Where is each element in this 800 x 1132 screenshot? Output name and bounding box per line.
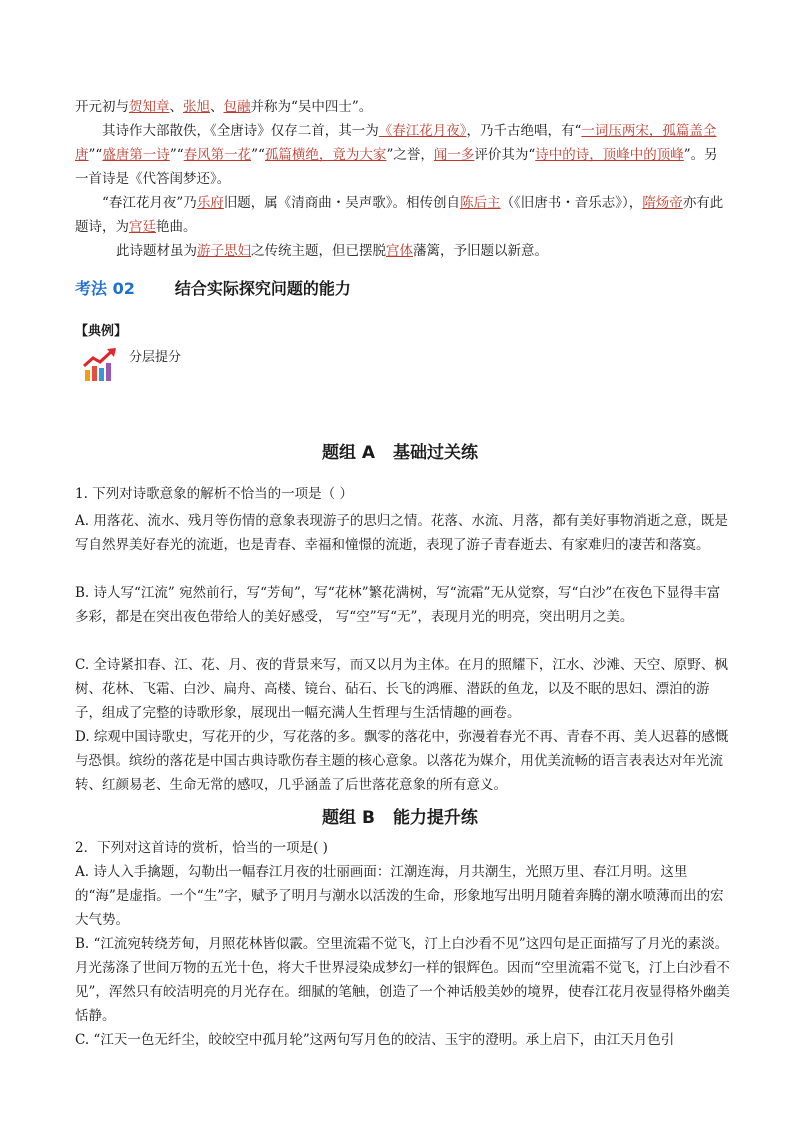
group-b-title bbox=[0, 803, 800, 828]
question-1-option-d[interactable]: D. 综观中国诗歌史，写花开的少，写花落的多。飘零的落花中，弥漫着春光不再、青春不再、美人迟暮的感慨与恐惧。缤纷的落花是中国古典诗歌伤春主题的核心意象。以落花为媒介，用优美流畅的语言表表达对年光流转、红颜易老、生命无常的感叹，几乎涵盖了后世落花意象的所有意义。 bbox=[75, 729, 729, 793]
group-b-label: 题组 B bbox=[322, 808, 375, 828]
text: ，乃千古绝唱，有“ bbox=[466, 123, 582, 139]
link-praise-5[interactable]: 诗中的诗，顶峰中的顶峰 bbox=[535, 147, 684, 163]
group-a-name: 基础过关练 bbox=[393, 443, 479, 463]
intro-paragraph-2 bbox=[75, 119, 730, 191]
group-a-label: 题组 A bbox=[321, 443, 376, 463]
text: 艳曲。 bbox=[156, 219, 197, 235]
link-praise-1[interactable]: 一词压两宋，孤篇盖全唐 bbox=[75, 123, 717, 163]
example-label: 【典例】 bbox=[75, 324, 128, 339]
text: 其诗作大部散佚，《全唐诗》仅存二首，其一为 bbox=[102, 123, 379, 139]
group-a-title bbox=[0, 438, 800, 463]
link-praise-3[interactable]: 春风第一花 bbox=[183, 147, 252, 163]
question-2-option-c[interactable]: C. “江天一色无纤尘，皎皎空中孤月轮”这两句写月色的皎洁、玉宇的澄明。承上启下，由江天月色引 bbox=[75, 1032, 675, 1048]
section-title: 结合实际探究问题的能力 bbox=[174, 279, 351, 298]
link-he-zhizhang[interactable]: 贺知章 bbox=[129, 99, 170, 115]
link-yuefu[interactable]: 乐府 bbox=[196, 195, 224, 211]
text: 藩篱，予旧题以新意。 bbox=[413, 243, 548, 259]
text: 开元初与 bbox=[75, 99, 129, 115]
question-2-option-a[interactable]: A. 诗人入手擒题，勾勒出一幅春江月夜的壮丽画面：江潮连海，月共潮生，光照万里、春江月明。这里的“海”是虚指。一个“生”字，赋予了明月与潮水以活泼的生命，形象地写出明月随着奔腾的潮水喷薄而出的宏大气势。 bbox=[75, 864, 724, 928]
link-gongti[interactable]: 宫体 bbox=[386, 243, 413, 259]
rising-chart-icon bbox=[82, 348, 118, 382]
text: ”。另一首诗是《代答闺梦还》。 bbox=[75, 147, 718, 187]
link-youzi-sifu[interactable]: 游子思妇 bbox=[197, 243, 251, 259]
intro-line-1 bbox=[75, 95, 730, 119]
group-b-name: 能力提升练 bbox=[392, 808, 478, 828]
text: 评价其为“ bbox=[474, 147, 536, 163]
text: 之传统主题，但已摆脱 bbox=[251, 243, 386, 259]
intro-paragraph-3 bbox=[75, 191, 730, 239]
text: 旧题，属《清商曲・吴声歌》。相传创自 bbox=[223, 195, 461, 211]
text: 并称为“吴中四士”。 bbox=[250, 99, 373, 115]
link-praise-2[interactable]: 盛唐第一诗 bbox=[102, 147, 170, 163]
text: （《旧唐书・音乐志》）， bbox=[500, 195, 643, 211]
section-heading bbox=[75, 276, 351, 299]
question-1-option-c[interactable]: C. 全诗紧扣春、江、花、月、夜的背景来写，而又以月为主体。在月的照耀下，江水、沙滩、天空、原野、枫树、花林、飞霜、白沙、扁舟、高楼、镜台、砧石、长飞的鸿雁、潜跃的鱼龙，以及不眠的思妇、漂泊的游子，组成了完整的诗歌形象，展现出一幅充满人生哲理与生活情趣的画卷。 bbox=[75, 657, 728, 721]
section-number: 考法 02 bbox=[75, 279, 135, 298]
layered-improvement-label: 分层提分 bbox=[129, 350, 182, 365]
link-chen-houzhu[interactable]: 陈后主 bbox=[460, 195, 501, 211]
text: 、 bbox=[210, 99, 224, 115]
link-gongting[interactable]: 宫廷 bbox=[129, 219, 156, 235]
text: 此诗题材虽为 bbox=[116, 243, 197, 259]
text: ”“ bbox=[251, 147, 265, 163]
question-2-option-b[interactable]: B. “江流宛转绕芳甸，月照花林皆似霰。空里流霜不觉飞，汀上白沙看不见”这四句是正面描写了月光的素淡。月光荡涤了世间万物的五光十色，将大千世界浸染成梦幻一样的银辉色。因而“空里流霜不觉飞，汀上白沙看不见”，浑然只有皎洁明亮的月光存在。细腻的笔触，创造了一个神话般美妙的境界，使春江花月夜显得格外幽美恬静。 bbox=[75, 936, 730, 1024]
question-2: 2．下列对这首诗的赏析，恰当的一项是( ) bbox=[75, 840, 328, 856]
text: ”“ bbox=[88, 147, 103, 163]
text: ”“ bbox=[169, 147, 184, 163]
text: “春江花月夜”乃 bbox=[102, 195, 197, 211]
intro-paragraph-4 bbox=[75, 239, 730, 263]
text: 亦有此题诗，为 bbox=[75, 195, 724, 235]
question-1-option-a[interactable]: A. 用落花、流水、残月等伤情的意象表现游子的思归之情。花落、水流、月落，都有美好事物消逝之意，既是写自然界美好春光的流逝，也是青春、幸福和憧憬的流逝，表现了游子青春逝去、有家难归的凄苦和落寞。 bbox=[75, 513, 728, 553]
link-sui-yangdi[interactable]: 隋炀帝 bbox=[642, 195, 683, 211]
link-wen-yiduo[interactable]: 闻一多 bbox=[433, 147, 475, 163]
link-bao-rong[interactable]: 包融 bbox=[223, 99, 251, 115]
question-1: 1. 下列对诗歌意象的解析不恰当的一项是（ ） bbox=[75, 486, 353, 502]
link-praise-4[interactable]: 孤篇横绝，竟为大家 bbox=[264, 147, 387, 163]
text: 、 bbox=[169, 99, 183, 115]
question-1-option-b[interactable]: B. 诗人写“江流” 宛然前行，写“芳甸”，写“花林”繁花满树，写“流霜”无从觉察，写“白沙”在夜色下显得丰富多彩，都是在突出夜色带给人的美好感受， 写“空”写“无”，表现月光的明亮，突出明月之美。 bbox=[75, 585, 721, 625]
link-poem-title[interactable]: 《春江花月夜》 bbox=[378, 123, 467, 139]
text: ”之誉， bbox=[386, 147, 434, 163]
link-zhang-xu[interactable]: 张旭 bbox=[183, 99, 210, 115]
